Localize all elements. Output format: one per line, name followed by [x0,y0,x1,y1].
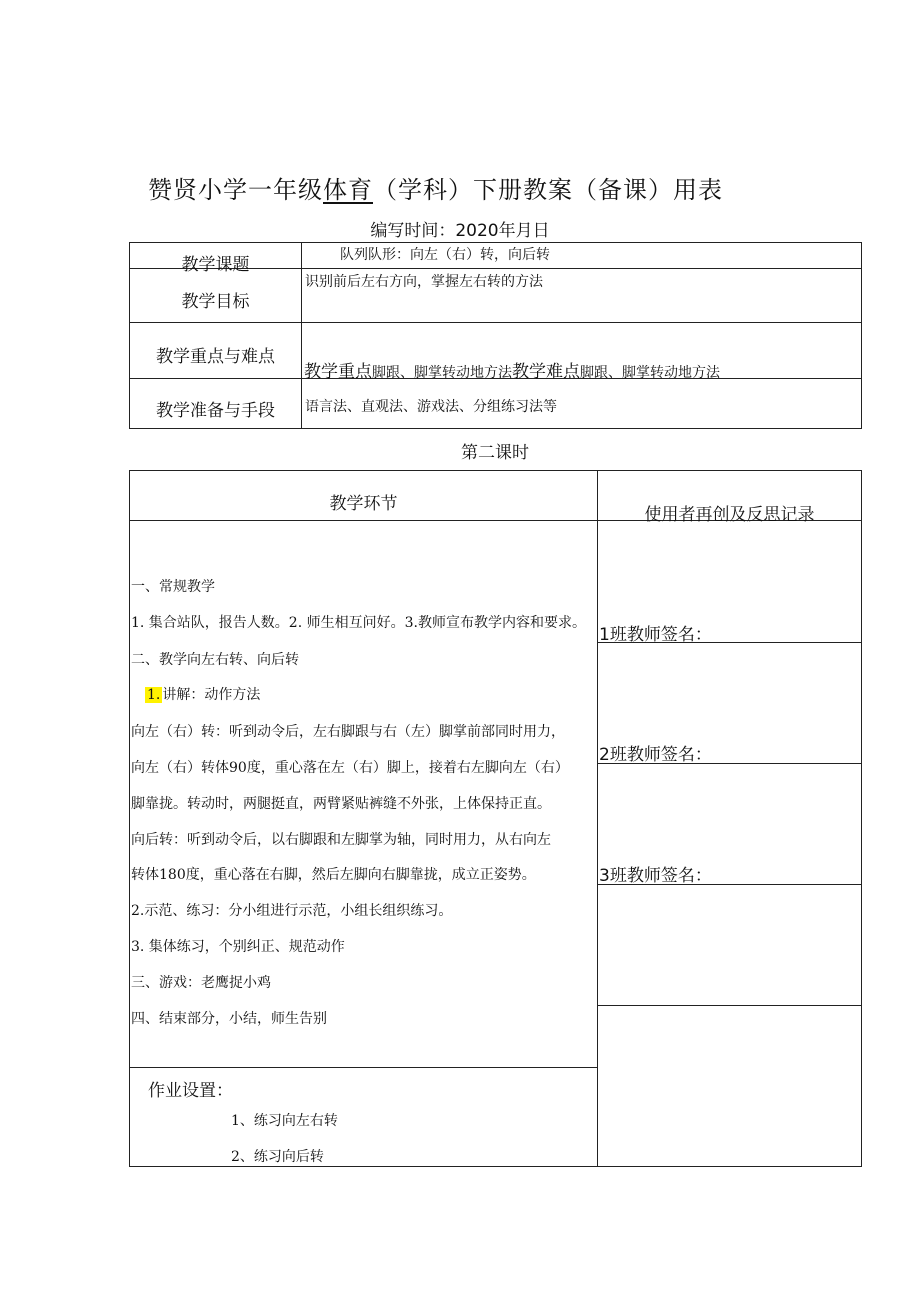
topic-label: 教学课题 [181,255,250,275]
homework-title: 作业设置： [148,1081,233,1101]
key-value: 脚跟、脚掌转动地方法 [372,365,512,381]
homework-item-1: 1、练习向左右转 [231,1113,338,1129]
step-9: 转体180度，重心落在右脚，然后左脚向右脚靠拢，成立正姿势。 [131,867,536,883]
step-10: 2.示范、练习：分小组进行示范，小组长组织练习。 [131,903,453,919]
signature-class-3: 3班教师签名： [599,866,712,886]
difficulty-label: 教学难点 [512,362,580,382]
page-title: 赞贤小学一年级体育（学科）下册教案（备课）用表 [148,176,723,204]
step-5: 向左（右）转：听到动令后，左右脚跟与右（左）脚掌前部同时用力， [131,724,565,740]
step-3: 二、教学向左右转、向后转 [131,652,299,668]
difficulty-value: 脚跟、脚掌转动地方法 [580,365,720,381]
subject-underlined: 体育 [323,176,373,204]
key-points-value [304,357,720,382]
date-line: 编写时间：2020年月日 [370,221,550,241]
step-8: 向后转：听到动令后，以右脚跟和左脚掌为轴，同时用力，从右向左 [131,832,551,848]
signature-class-2: 2班教师签名： [599,745,712,765]
step-11: 3. 集体练习，个别纠正、规范动作 [131,939,345,955]
lesson-label: 第二课时 [461,443,529,463]
step-13: 四、结束部分，小结，师生告别 [131,1011,327,1027]
topic-value: 队列队形：向左（右）转，向后转 [340,247,550,263]
step-marker: 1. [147,687,161,703]
objective-label: 教学目标 [181,292,250,312]
step-6: 向左（右）转体90度，重心落在左（右）脚上，接着右左脚向左（右） [131,760,569,776]
preparation-value: 语言法、直观法、游戏法、分组练习法等 [305,399,557,415]
teaching-steps-header: 教学环节 [329,494,398,514]
signature-class-1: 1班教师签名： [599,625,712,645]
key-label: 教学重点 [304,362,372,382]
step-2: 1. 集合站队，报告人数。2. 师生相互问好。3.教师宣布教学内容和要求。 [131,615,586,631]
step-4: 1. 讲解：动作方法 [147,687,261,703]
preparation-label: 教学准备与手段 [156,401,275,421]
key-points-label: 教学重点与难点 [156,347,275,367]
objective-value: 识别前后左右方向，掌握左右转的方法 [305,274,543,290]
step-7: 脚靠拢。转动时，两腿挺直，两臂紧贴裤缝不外张，上体保持正直。 [131,796,551,812]
step-12: 三、游戏：老鹰捉小鸡 [131,975,271,991]
step-1: 一、常规教学 [131,579,215,595]
homework-item-2: 2、练习向后转 [231,1149,324,1165]
reflection-header: 使用者再创及反思记录 [644,505,815,525]
